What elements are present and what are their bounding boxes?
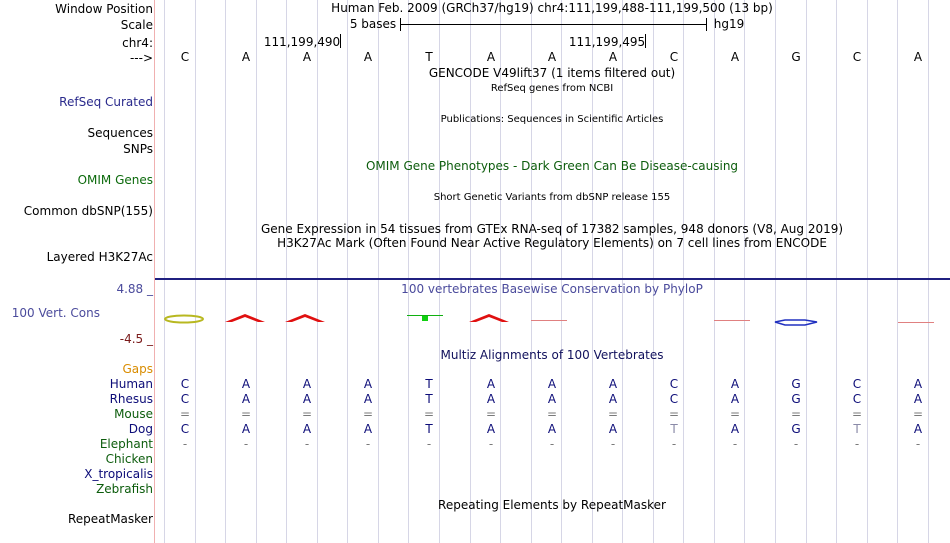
base-logo-a-6 [469,314,509,322]
base-guideline [928,0,929,543]
alignment-base: = [546,407,558,421]
alignment-base: A [730,422,740,436]
alignment-base: = [301,407,313,421]
alignment-base: T [425,377,433,391]
alignment-base: A [730,392,740,406]
alignment-base: A [730,377,740,391]
alignment-base: A [363,422,373,436]
alignment-base: A [241,392,251,406]
base-guideline [836,0,837,543]
alignment-base: A [241,377,251,391]
alignment-base: - [488,437,494,451]
base-guideline [806,0,807,543]
alignment-base: - [854,437,860,451]
alignment-base: A [608,422,618,436]
base-logo-t-5 [422,316,428,321]
alignment-base: A [486,422,496,436]
base-letter: C [852,50,862,64]
scale-assembly-text: hg19 [713,17,745,31]
alignment-base: = [851,407,863,421]
alignment-base: A [608,377,618,391]
alignment-base: - [426,437,432,451]
scale-bar-line [400,24,707,25]
alignment-base: - [610,437,616,451]
alignment-base: = [179,407,191,421]
base-guideline [347,0,348,543]
scale-text: 5 bases [349,17,397,31]
alignment-base: A [547,377,557,391]
base-guideline [225,0,226,543]
base-logo-a-10 [714,320,750,321]
species-label-elephant[interactable]: Elephant [99,437,153,451]
alignment-base: = [668,407,680,421]
alignment-base: - [549,437,555,451]
alignment-base: = [607,407,619,421]
repeatmasker-label[interactable]: RepeatMasker [67,512,153,526]
alignment-base: C [669,392,679,406]
base-guideline [714,0,715,543]
scale-label: Scale [120,18,153,32]
alignment-base: - [915,437,921,451]
publications-track-title[interactable]: Publications: Sequences in Scientific Articles [440,114,664,125]
alignment-base: = [790,407,802,421]
alignment-base: C [180,377,190,391]
alignment-base: A [913,422,923,436]
alignment-base: - [732,437,738,451]
base-letter: A [608,50,618,64]
alignment-base: A [363,392,373,406]
alignment-base: A [547,392,557,406]
base-guideline [256,0,257,543]
base-logo-a-13 [898,322,934,323]
base-letter: A [547,50,557,64]
base-guideline [683,0,684,543]
species-label-dog[interactable]: Dog [128,422,153,436]
species-label-zebrafish[interactable]: Zebrafish [96,482,153,496]
alignment-base: - [304,437,310,451]
phylop-logo-track[interactable] [155,300,950,330]
base-guideline [867,0,868,543]
species-label-x_tropicalis[interactable]: X_tropicalis [84,467,153,481]
cons-min-label: -4.5 _ [119,332,153,346]
strand-label: ---> [129,51,153,65]
base-guideline [653,0,654,543]
species-label-rhesus[interactable]: Rhesus [109,392,153,406]
base-letter: A [302,50,312,64]
gtex-track-title[interactable]: Gene Expression in 54 tissues from GTEx RNA-seq of 17382 samples, 948 donors (V8, Aug 2019) [260,222,844,236]
base-guideline [317,0,318,543]
base-guideline [408,0,409,543]
base-guideline [744,0,745,543]
alignment-base: T [853,422,861,436]
alignment-base: - [182,437,188,451]
base-letter: A [486,50,496,64]
alignment-base: G [791,392,801,406]
base-guideline [470,0,471,543]
layered-h3k27ac-label[interactable]: Layered H3K27Ac [46,250,153,264]
alignment-base: A [302,422,312,436]
alignment-base: A [363,377,373,391]
base-letter: C [669,50,679,64]
base-guideline [775,0,776,543]
alignment-base: - [793,437,799,451]
cons-max-label: 4.88 _ [116,282,153,296]
snps-label[interactable]: SNPs [123,142,153,156]
alignment-base: - [671,437,677,451]
alignment-base: A [302,392,312,406]
alignment-base: = [485,407,497,421]
sequences-label[interactable]: Sequences [87,126,153,140]
alignment-base: = [240,407,252,421]
base-guideline [286,0,287,543]
base-guideline [164,0,165,543]
alignment-base: C [180,392,190,406]
alignment-base: A [241,422,251,436]
coord-490-tick [340,34,341,48]
alignment-base: = [423,407,435,421]
coord-495-tick [645,34,646,48]
label-column-border [154,0,155,543]
alignment-base: A [913,377,923,391]
common-dbsnp-label[interactable]: Common dbSNP(155) [23,204,153,218]
base-letter: A [241,50,251,64]
coord-490-label: 111,199,490 [263,35,341,49]
alignment-base: C [852,377,862,391]
base-guideline [378,0,379,543]
alignment-base: C [669,377,679,391]
refseq-curated-label[interactable]: RefSeq Curated [59,95,153,109]
base-guideline [439,0,440,543]
refseq-track-title[interactable]: RefSeq genes from NCBI [490,83,614,94]
alignment-base: T [425,422,433,436]
alignment-base: G [791,422,801,436]
omim-track-title[interactable]: OMIM Gene Phenotypes - Dark Green Can Be Disease-causing [365,159,739,173]
base-logo-g-11 [775,320,817,325]
multiz-track-title[interactable]: Multiz Alignments of 100 Vertebrates [440,348,664,362]
base-logo-a-2 [225,314,265,322]
alignment-base: A [913,392,923,406]
assembly-position-text: Human Feb. 2009 (GRCh37/hg19) chr4:111,199,488-111,199,500 (13 bp) [331,1,773,15]
base-guideline [622,0,623,543]
omim-genes-label[interactable]: OMIM Genes [77,173,153,187]
gencode-track-title[interactable]: GENCODE V49lift37 (1 items filtered out) [428,66,676,80]
alignment-base: A [302,377,312,391]
h3k27ac-track-title[interactable]: H3K27Ac Mark (Often Found Near Active Regulatory Elements) on 7 cell lines from ENCODE [277,236,827,250]
alignment-base: = [912,407,924,421]
coord-495-label: 111,199,495 [568,35,646,49]
species-label-human[interactable]: Human [109,377,153,391]
base-logo-a-3 [285,314,325,322]
alignment-base: = [362,407,374,421]
alignment-base: = [729,407,741,421]
base-letter: A [913,50,923,64]
alignment-base: A [486,392,496,406]
species-label-mouse[interactable]: Mouse [114,407,153,421]
alignment-base: A [608,392,618,406]
repeatmasker-track-title[interactable]: Repeating Elements by RepeatMasker [438,498,666,512]
alignment-base: T [670,422,678,436]
base-letter: C [180,50,190,64]
base-logo-c-1 [165,316,203,323]
alignment-base: A [486,377,496,391]
alignment-base: T [425,392,433,406]
base-guideline [195,0,196,543]
window-position-label: Window Position [55,2,153,16]
base-guideline [897,0,898,543]
species-label-chicken[interactable]: Chicken [105,452,153,466]
base-letter: G [791,50,801,64]
alignment-base: - [243,437,249,451]
base-letter: A [730,50,740,64]
phylop-track-title[interactable]: 100 vertebrates Basewise Conservation by PhyloP [401,282,703,296]
base-logo-t-5-bar [407,315,443,316]
alignment-base: - [365,437,371,451]
species-label-gaps[interactable]: Gaps [122,362,153,376]
alignment-base: A [547,422,557,436]
alignment-base: C [852,392,862,406]
dbsnp-track-title[interactable]: Short Genetic Variants from dbSNP release 155 [433,192,671,203]
base-letter: A [363,50,373,64]
alignment-base: C [180,422,190,436]
vert-cons-label[interactable]: 100 Vert. Cons [11,306,100,320]
track-group-divider [155,278,950,280]
alignment-base: G [791,377,801,391]
chrom-label: chr4: [122,36,153,50]
base-logo-a-7 [531,320,567,321]
base-letter: T [425,50,433,64]
